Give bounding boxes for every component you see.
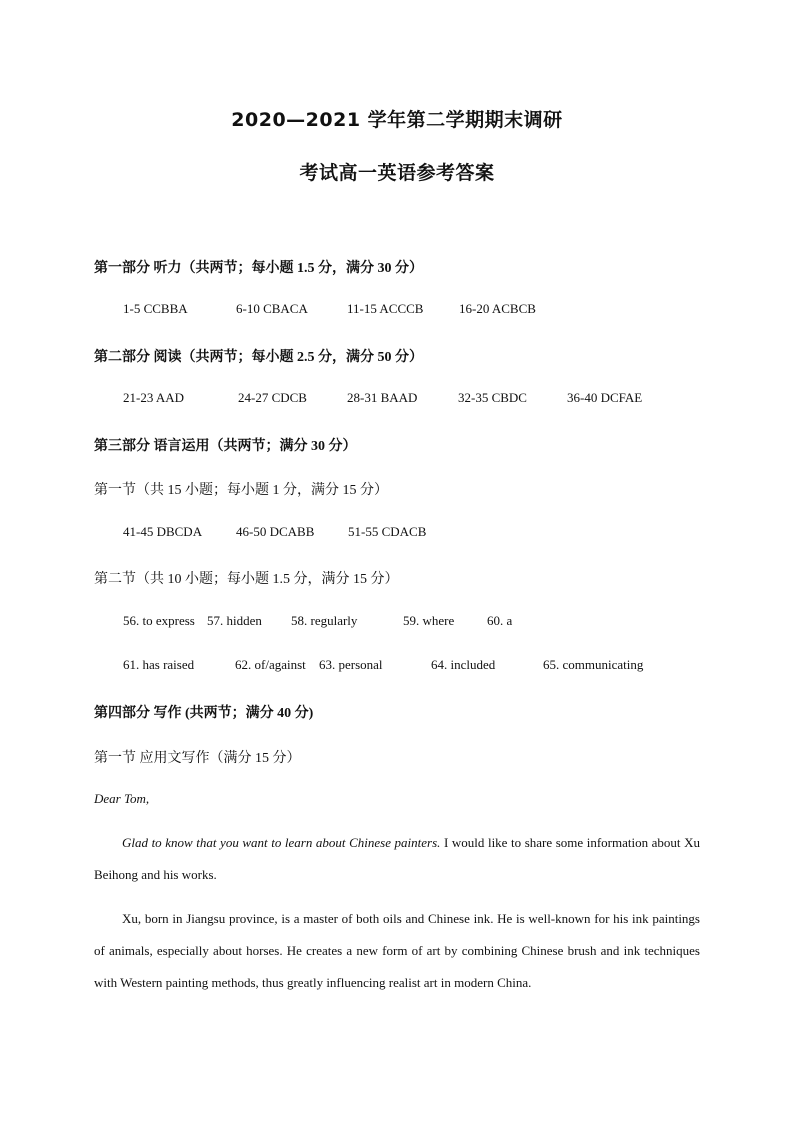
answer-item: 65. communicating bbox=[543, 657, 644, 672]
letter-paragraph-2: Xu, born in Jiangsu province, is a master of both oils and Chinese ink. He is well-known for his ink paintings of animals, especially about horses. He creates a new form of art by combining Chinese brush and ink techniques with Western painting methods, thus greatly influencing realist art in modern China. bbox=[94, 911, 700, 990]
answer-group: 32-35 CBDC bbox=[458, 390, 527, 405]
answer-item: 63. personal bbox=[319, 657, 383, 672]
answer-item: 60. a bbox=[487, 613, 513, 628]
answer-item: 57. hidden bbox=[207, 613, 262, 628]
letter-opening-sentence: Glad to know that you want to learn about Chinese painters. bbox=[122, 835, 441, 850]
answer-group: 28-31 BAAD bbox=[347, 390, 418, 405]
part1-heading: 第一部分 听力（共两节；每小题 1.5 分，满分 30 分） bbox=[94, 261, 423, 276]
letter-salutation: Dear Tom, bbox=[94, 791, 150, 806]
answer-group: 21-23 AAD bbox=[123, 390, 185, 405]
answer-group: 36-40 DCFAE bbox=[567, 390, 643, 405]
answer-group: 24-27 CDCB bbox=[238, 390, 307, 405]
part2-heading: 第二部分 阅读（共两节；每小题 2.5 分，满分 50 分） bbox=[94, 350, 423, 365]
answer-group: 16-20 ACBCB bbox=[459, 301, 536, 316]
answer-item: 61. has raised bbox=[123, 657, 195, 672]
answer-item: 59. where bbox=[403, 613, 455, 628]
letter-paragraph-1 bbox=[94, 827, 700, 891]
answer-item: 64. included bbox=[431, 657, 496, 672]
answer-group: 6-10 CBACA bbox=[236, 301, 308, 316]
answer-group: 51-55 CDACB bbox=[348, 524, 427, 539]
part3-section2-heading: 第二节（共 10 小题；每小题 1.5 分，满分 15 分） bbox=[94, 572, 399, 587]
part3-section1-heading: 第一节（共 15 小题；每小题 1 分，满分 15 分） bbox=[94, 483, 388, 498]
document-title: 2020—2021 学年第二学期期末调研 bbox=[231, 109, 563, 131]
answer-item: 58. regularly bbox=[291, 613, 358, 628]
part4-section1-heading: 第一节 应用文写作（满分 15 分） bbox=[94, 751, 301, 766]
answer-group: 41-45 DBCDA bbox=[123, 524, 203, 539]
document-subtitle: 考试高一英语参考答案 bbox=[299, 162, 495, 184]
answer-item: 62. of/against bbox=[235, 657, 306, 672]
answer-group: 11-15 ACCCB bbox=[347, 301, 424, 316]
answer-group: 46-50 DCABB bbox=[236, 524, 315, 539]
part4-heading: 第四部分 写作 (共两节；满分 40 分) bbox=[94, 706, 314, 721]
letter-paragraph-1-rest: I would like to share some information about Xu Beihong and his works. bbox=[94, 835, 700, 882]
answer-group: 1-5 CCBBA bbox=[123, 301, 188, 316]
answer-item: 56. to express bbox=[123, 613, 195, 628]
part3-heading: 第三部分 语言运用（共两节；满分 30 分） bbox=[94, 439, 357, 454]
